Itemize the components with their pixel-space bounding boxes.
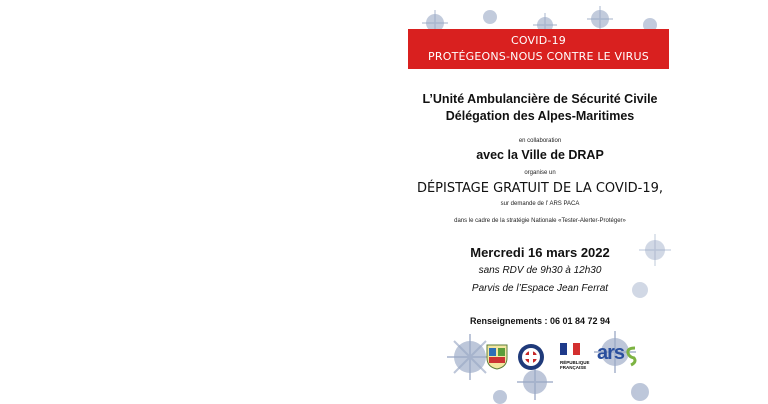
banner-line-2: PROTÉGEONS-NOUS CONTRE LE VIRUS [428,50,649,63]
organizer-line-2: Délégation des Alpes-Maritimes [445,109,635,123]
title-banner [408,29,669,69]
republique-francaise-logo [560,342,594,376]
partner-logos [400,340,680,380]
securite-civile-badge-icon [517,343,545,371]
partner-line: avec la Ville de DRAP [476,148,604,162]
ars-wordmark: ars [597,342,625,364]
marianne-flag-icon [560,343,580,355]
contact-line: Renseignements : 06 01 84 72 94 [469,316,611,326]
strategy-line: dans le cadre de la stratégie Nationale «Tester-Alerter-Protéger» [454,218,626,224]
request-line: sur demande de l’ ARS PACA [500,201,580,207]
event-hours: sans RDV de 9h30 à 12h30 [478,265,602,276]
drap-crest-icon [486,344,508,370]
organise-intro: organise un [524,170,556,176]
event-place: Parvis de l’Espace Jean Ferrat [471,283,609,294]
republic-line-2: FRANÇAISE [560,365,587,370]
ars-logo [597,342,637,372]
event-title: DÉPISTAGE GRATUIT DE LA COVID-19, [416,181,664,196]
event-date: Mercredi 16 mars 2022 [470,245,610,260]
flyer-page [400,0,680,404]
organizer-line-1: L’Unité Ambulancière de Sécurité Civile [422,92,658,106]
collaboration-intro: en collaboration [518,138,562,144]
republic-line-1: RÉPUBLIQUE [560,360,590,365]
banner-line-1: COVID-19 [511,34,566,47]
ars-swoosh-icon [625,345,637,367]
